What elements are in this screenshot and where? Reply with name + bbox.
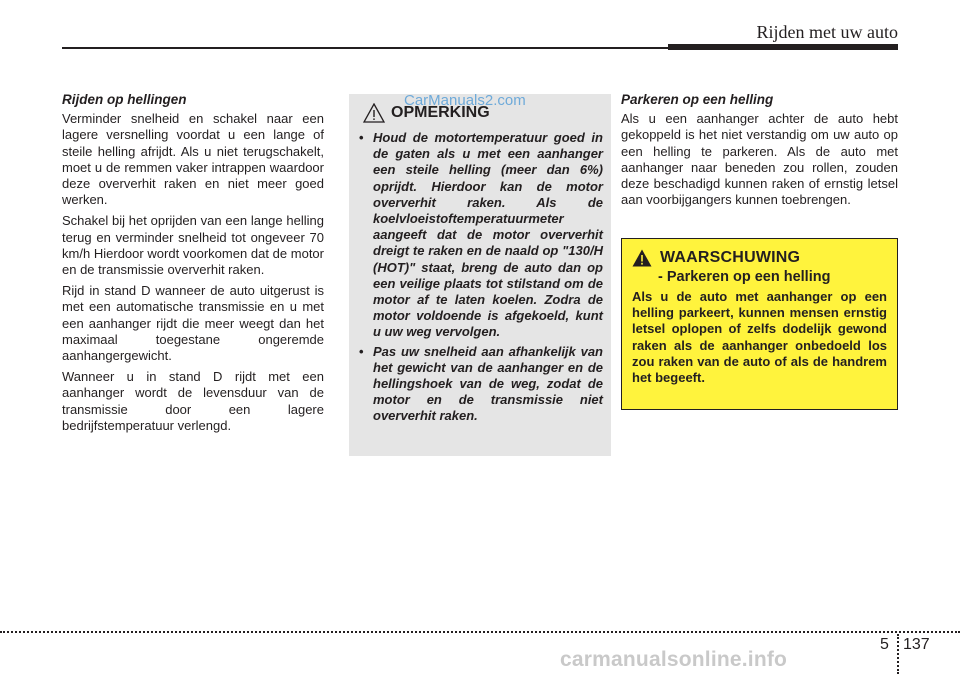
caution-triangle-icon: [363, 103, 385, 123]
paragraph: Schakel bij het oprijden van een lange helling terug en verminder snelheid tot ongeveer 70 km/h Hierdoor wordt voorkomen dat de motor en de transmissie oververhit raken.: [62, 213, 324, 278]
section-heading-hellingen: Rijden op hellingen: [62, 92, 187, 107]
warning-header: [632, 249, 887, 267]
watermark-top[interactable]: CarManuals2.com: [404, 92, 526, 109]
chapter-number: 5: [880, 636, 889, 653]
warning-box: [621, 238, 898, 410]
paragraph: Verminder snelheid en schakel naar een lagere versnelling voordat u een lange of steile helling afrijdt. Als u niet terugschakelt, moet u de remmen vaker intrappen waardoor deze oververhit raken en niet meer goed werken.: [62, 111, 324, 208]
paragraph: Als u een aanhanger achter de auto hebt gekoppeld is het niet verstandig om uw auto op een helling te parkeren. Als de auto met aanhanger naar beneden zou rollen, zouden deze beschadigd kunnen raken of ernstig letsel aan voorbijgangers kunnen toebrengen.: [621, 111, 898, 208]
warning-subtitle: - Parkeren op een helling: [658, 269, 831, 285]
section-heading-parkeren: Parkeren op een helling: [621, 92, 774, 107]
warning-title: WAARSCHUWING: [660, 249, 801, 266]
header-title: Rijden met uw auto: [756, 22, 898, 42]
note-list: [357, 130, 603, 425]
list-item: • Houd de motortemperatuur goed in de gaten als u met een aanhanger een steile helling (meer dan 6%) oprijdt. Hierdoor kan de motor oververhit raken. Als de koelvloeistoftemperatuurmeter aangeeft dat de motor oververhit dreigt te raken en de naald op "130/H (HOT)" staat, breng de auto dan op een veilige plaats tot stilstand om de motor af te laten koelen. Zodra de motor voldoende is afgekoeld, kunt u uw weg vervolgen.: [357, 130, 603, 341]
paragraph: Rijd in stand D wanneer de auto uitgerust is met een automatische transmissie en u met een aanhanger rijdt die meer weegt dan het maximaal toegestane ongeremde aanhangergewicht.: [62, 283, 324, 364]
right-column: [621, 92, 898, 213]
list-item: • Pas uw snelheid aan afhankelijk van het gewicht van de aanhanger en de hellingshoek van de weg, zodat de motor en de transmissie niet oververhit raken.: [357, 344, 603, 425]
header-bar: [668, 44, 898, 50]
page-separator: [897, 634, 899, 674]
note-title: OPMERKING: [391, 104, 490, 121]
warning-triangle-icon: [632, 249, 652, 267]
left-column: [62, 92, 324, 439]
watermark-bottom[interactable]: carmanualsonline.info: [560, 648, 788, 671]
note-box: [349, 94, 611, 456]
header-rule: [62, 47, 668, 49]
paragraph: Wanneer u in stand D rijdt met een aanhanger wordt de levensduur van de transmissie door een lagere bedrijfstemperatuur verlengd.: [62, 369, 324, 433]
page-number: 137: [903, 636, 930, 653]
footer-rule: [0, 631, 960, 633]
warning-text: Als u de auto met aanhanger op een helling parkeert, kunnen mensen ernstig letsel oplopen of zelfs dodelijk gewond raken als de aanhanger onbedoeld los zou raken van de auto of als de handrem het begeeft.: [632, 289, 887, 386]
